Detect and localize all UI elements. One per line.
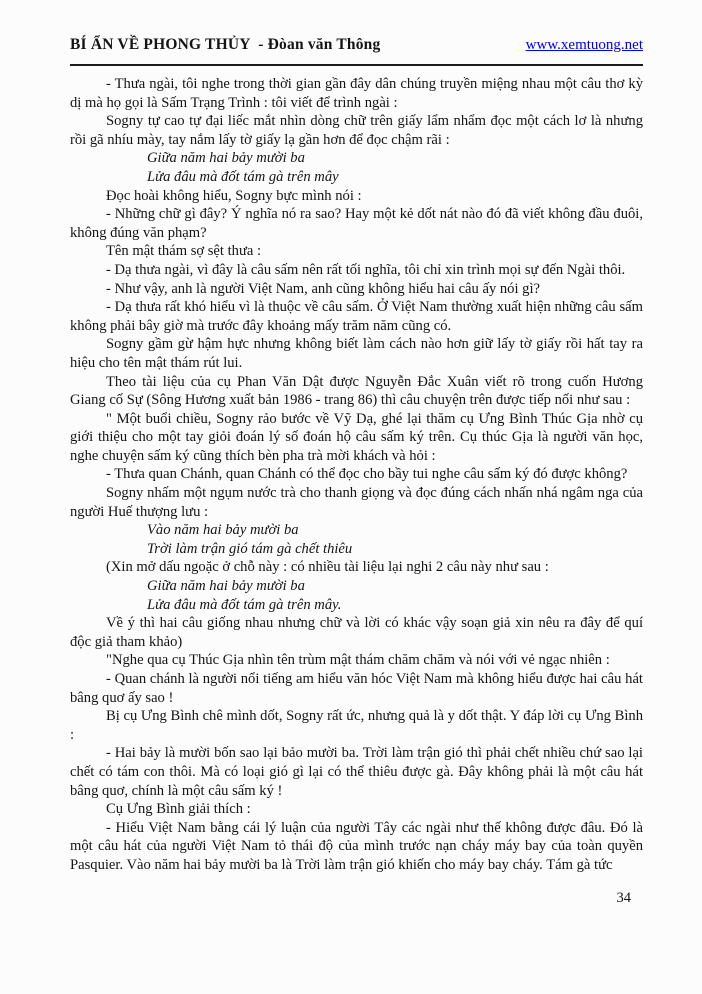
paragraph: Sogny tự cao tự đại liếc mắt nhìn dòng chữ trên giấy lẩm nhẩm đọc một cách lơ là nhưng rồi gã nhíu mày, tay nắm lấy tờ giấy lạ gần hơn để đọc chậm rãi : [70,113,643,148]
page-body [70,75,643,875]
header-divider [70,64,643,66]
paragraph: - Thưa ngài, tôi nghe trong thời gian gần đây dân chúng truyền miệng nhau một câu thơ kỳ dị mà họ gọi là Sấm Trạng Trình : tôi viết để trình ngài : [70,76,643,111]
paragraph: Về ý thì hai câu giống nhau nhưng chữ và lời có khác vậy soạn giả xin nêu ra đây để quí độc giả tham khảo) [70,615,643,650]
paragraph: - Dạ thưa ngài, vì đây là câu sấm nên rất tối nghĩa, tôi chỉ xin trình mọi sự đến Ngài thôi. [106,261,626,278]
paragraph: - Như vậy, anh là người Việt Nam, anh cũng không hiểu hai câu ấy nói gì? [106,280,541,297]
paragraph: - Những chữ gì đây? Ý nghĩa nó ra sao? Hay một kẻ dốt nát nào đó đã viết không đầu đuôi, không đúng văn phạm? [70,206,643,241]
paragraph: Sogny nhấm một ngụm nước trà cho thanh giọng và đọc đúng cách nhấn nhá ngâm nga của người Huế thượng lưu : [70,485,643,520]
website-link[interactable]: www.xemtuong.net [525,37,643,53]
paragraph: - Thưa quan Chánh, quan Chánh có thể đọc cho bầy tui nghe câu sấm ký đó được không? [106,466,628,483]
page-number: 34 [616,889,631,906]
paragraph: Bị cụ Ưng Bình chê mình dốt, Sogny rất ức, nhưng quả là y dốt thật. Y đáp lời cụ Ưng Bình : [70,708,643,743]
paragraph: " Một buổi chiều, Sogny rảo bước về Vỹ Dạ, ghé lại thăm cụ Ưng Bình Thúc Gịa nhờ cụ giới thiệu cho một tay giỏi đoán lý số đoán hộ câu sấm ký trên. Cụ thúc Gịa là người văn học, nghe chuyện sấm ký cũng thích bèn pha trà mời khách và hỏi : [70,410,643,464]
verse-line: Lửa đâu mà đốt tám gà trên mây. [147,596,342,613]
paragraph: - Dạ thưa rất khó hiểu vì là thuộc về câu sấm. Ở Việt Nam thường xuất hiện những câu sấm không phải bây giờ mà trước đây khoảng mấy trăm năm cũng có. [70,299,643,334]
verse-line: Vào năm hai bảy mười ba [147,522,299,539]
paragraph: "Nghe qua cụ Thúc Gịa nhìn tên trùm mật thám chăm chăm và nói với vẻ ngạc nhiên : [106,652,610,669]
paragraph: Tên mật thám sợ sệt thưa : [106,243,262,260]
paragraph: - Quan chánh là người nổi tiếng am hiểu văn hóc Việt Nam mà không hiểu được hai câu hát bâng quơ ấy sao ! [70,671,643,706]
paragraph: (Xin mở dấu ngoặc ở chỗ này : có nhiều tài liệu lại nghi 2 câu này như sau : [106,559,549,576]
paragraph: Đọc hoài không hiểu, Sogny bực mình nói : [106,187,362,204]
paragraph: Cụ Ưng Bình giải thích : [106,801,251,818]
paragraph: Theo tài liệu của cụ Phan Văn Dật được Nguyễn Đắc Xuân viết rõ trong cuốn Hương Giang cố Sự (Sông Hương xuất bản 1986 - trang 86) thì câu chuyện trên được tiếp nối như sau : [70,373,643,409]
page-header [70,36,643,54]
verse-line: Giữa năm hai bảy mười ba [147,150,305,167]
paragraph: - Hai bảy là mười bốn sao lại bảo mười ba. Trời làm trận gió thì phải chết nhiều chứ sao lại chết có tám con thôi. Mà có loại gió gì lại có thể thiêu được gà. Đây không phải là một câu hát bâng quơ, chính là một câu sấm ký ! [70,745,643,799]
page-footer [70,890,643,907]
verse-line: Trời làm trận gió tám gà chết thiêu [147,540,353,557]
verse-line: Lửa đâu mà đốt tám gà trên mây [147,168,339,185]
verse-line: Giữa năm hai bảy mười ba [147,578,305,595]
paragraph: - Hiểu Việt Nam bằng cái lý luận của người Tây các ngài như thế không được đâu. Đó là một câu hát của người Việt Nam tỏ thái độ của mình trước nạn cháy máy bay của toàn quyền Pasquier. Vào năm hai bảy mười ba là Trời làm trận gió khiến cho máy bay cháy. Tám gà tức [70,819,643,873]
paragraph: Sogny gầm gừ hậm hực nhưng không biết làm cách nào hơn giữ lấy tờ giấy rồi hất tay ra hiệu cho tên mật thám rút lui. [70,336,643,371]
book-title-author: BÍ ẨN VỀ PHONG THỦY - Đòan văn Thông [70,36,381,53]
